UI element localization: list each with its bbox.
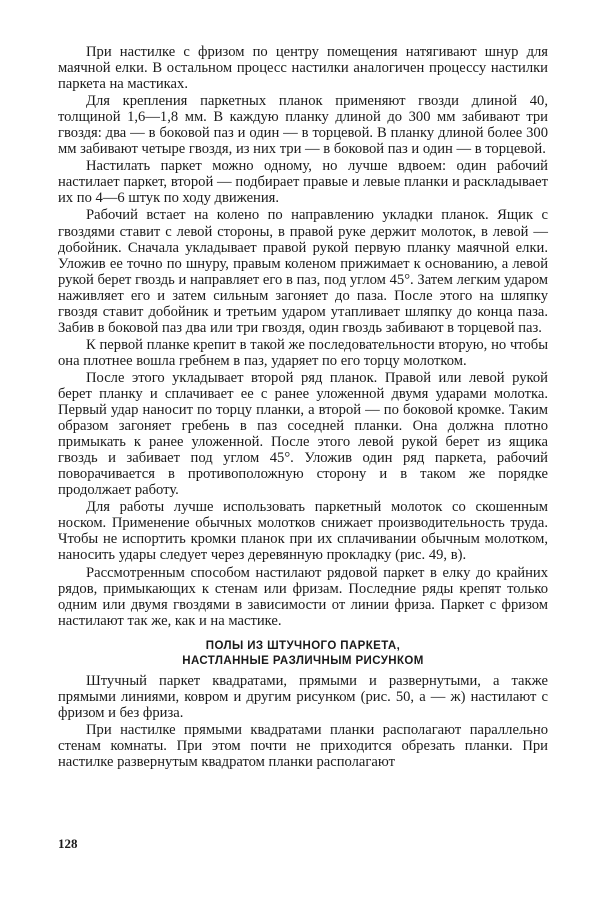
section-heading-line-2: НАСТЛАННЫЕ РАЗЛИЧНЫМ РИСУНКОМ — [182, 654, 424, 667]
paragraph-2: Для крепления паркетных планок применяют гвозди длиной 40, толщиной 1,6—1,8 мм. В каждую планку длиной до 300 мм забивают три гвоздя: два — в боковой паз и один — в торцевой. В планку длиной более 300 мм забивают четыре гвоздя, из них три — в боковой паз и один — в торцевой. — [58, 93, 548, 158]
paragraph-8: Рассмотренным способом настилают рядовой паркет в елку до крайних рядов, примыкающих к стенам или фризам. Последние ряды крепят только одним или двумя гвоздями в зависимости от линии фриза. Паркет с фризом настилают так же, как и на мастике. — [58, 564, 548, 629]
paragraph-3: Настилать паркет можно одному, но лучше вдвоем: один рабочий настилает паркет, второй — подбирает правые и левые планки и раскладывает их по 4—6 штук по ходу движения. — [58, 158, 548, 207]
section-heading — [58, 639, 548, 669]
section-heading-line-1: ПОЛЫ ИЗ ШТУЧНОГО ПАРКЕТА, — [205, 639, 401, 652]
paragraph-6: После этого укладывает второй ряд планок. Правой или левой рукой берет планку и сплачивает ее с ранее уложенной двумя ударами молотка. Первый удар наносит по торцу планки, а второй — по боковой кромке. Таким образом загоняет гребень в паз соседней планки. Она должна плотно примыкать к ранее уложенной. После этого левой рукой берет из ящика гвоздь и забивает под углом 45°. Уложив один ряд паркета, рабочий поворачивается в противоположную сторону и в таком же порядке продолжает работу. — [58, 369, 548, 499]
paragraph-9: Штучный паркет квадратами, прямыми и развернутыми, а также прямыми линиями, ковром и другим рисунком (рис. 50, а — ж) настилают с фризом и без фриза. — [58, 672, 548, 721]
page-number: 128 — [58, 836, 78, 851]
paragraph-1: При настилке с фризом по центру помещения натягивают шнур для маячной елки. В остальном процесс настилки аналогичен процессу настилки паркета на мастиках. — [58, 44, 548, 93]
paragraph-5: К первой планке крепит в такой же последовательности вторую, но чтобы она плотнее вошла гребнем в паз, ударяет по его торцу молотком. — [58, 336, 548, 369]
paragraph-7: Для работы лучше использовать паркетный молоток со скошенным носком. Применение обычных молотков снижает производительность труда. Чтобы не испортить кромки планок при их сплачивании обычным молотком, наносить удары следует через деревянную прокладку (рис. 49, в). — [58, 499, 548, 564]
paragraph-4: Рабочий встает на колено по направлению укладки планок. Ящик с гвоздями ставит с левой стороны, в правой руке держит молоток, в левой — добойник. Сначала укладывает правой рукой первую планку маячной елки. Уложив ее точно по шнуру, правым коленом прижимает к основанию, а левой рукой берет гвоздь и направляет его в паз, под углом 45°. Затем легким ударом наживляет его и затем сильным загоняет до паза. После этого на шляпку гвоздя ставит добойник и третьим ударом утапливает шляпку до конца паза. Забив в боковой паз два или три гвоздя, один гвоздь забивают в торцевой паз. — [58, 207, 548, 336]
page-body — [58, 44, 548, 771]
paragraph-10: При настилке прямыми квадратами планки располагают параллельно стенам комнаты. При этом почти не приходится обрезать планки. При настилке развернутым квадратом планки располагают — [58, 721, 548, 770]
